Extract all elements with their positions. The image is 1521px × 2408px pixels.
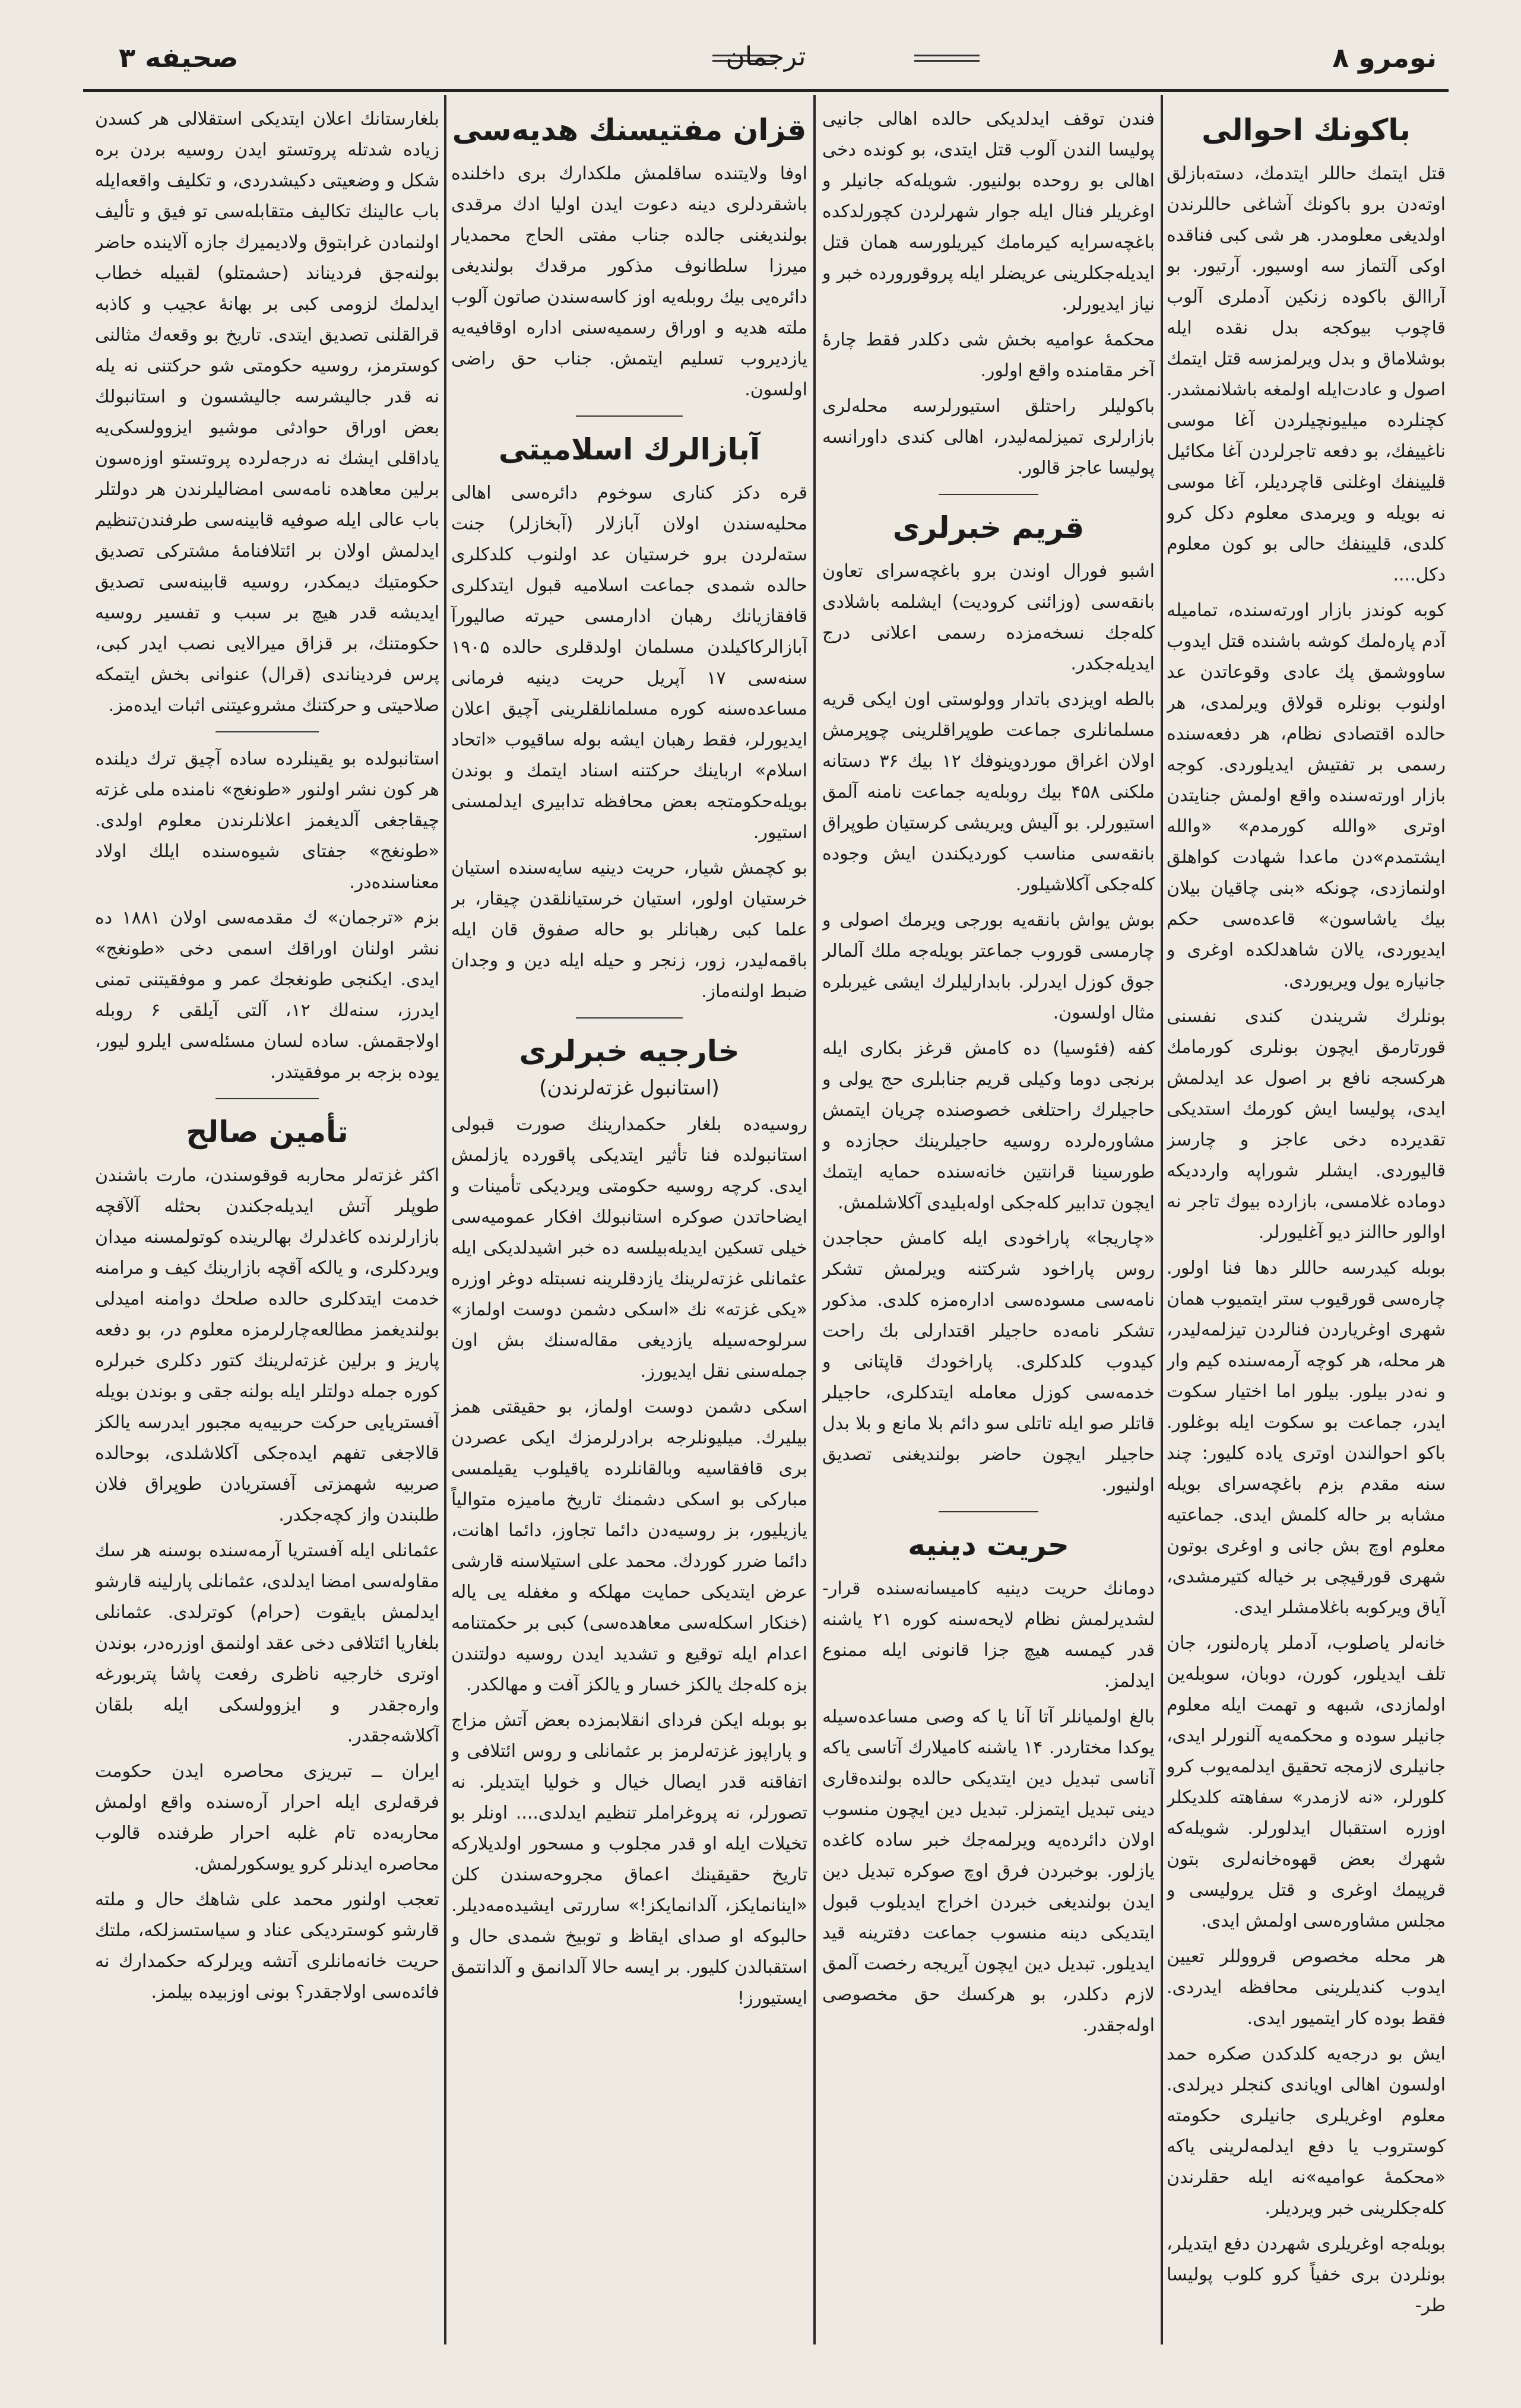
article-paragraph: استانبولده بو یقینلرده ساده آچیق ترك دیلنده هر کون نشر اولنور «طونغج» نامنده ملی غزته چیقاجغی آلدیغمز اعلانلرندن معلوم اولدی. «طونغج» جفتای شیوه‌سنده ایلك اولاد معناسنده‌در. bbox=[95, 748, 439, 893]
article-paragraph: تعجب اولنور محمد علی شاهك حال و ملته قارشو کوستردیکی عناد و سیاستسزلکه، ملتك حریت خانه‌مانلری آتشه ویرلرکه حکمدارك نه فائده‌سی اولاجقدر؟ بونی اوزبیده بیلمز. bbox=[95, 1889, 439, 2003]
article-paragraph: بوش یواش بانقه‌یه بورجی ویرمك اصولی و چارمسی قوروب جماعتر بو‌یله‌جه ملك آلمالر جوق کوزل ایدرلر. بابدارلیلرك ایشی غیربلره مثال اولسون. bbox=[822, 910, 1155, 1023]
page-header bbox=[83, 42, 1449, 92]
column-rule bbox=[444, 95, 446, 2344]
column-kazan bbox=[451, 104, 807, 2342]
article-heading-crimea: قریم خبرلری bbox=[892, 510, 1085, 545]
article-heading-peace: تأمین صالح bbox=[186, 1115, 348, 1149]
article-paragraph: دومانك حریت دینیه کامیسانه‌سنده قرار-لشدیرلمش نظام لایحه‌سنه کوره ۲۱ یاشنه قدر کیمسه هیچ جزا قانونی ایله ممنوع ایدلمز. bbox=[822, 1578, 1155, 1692]
article-paragraph: باکولیلر راحتلق استیورلرسه محله‌لری بازارلری تمیزلمه‌لیدر، اهالی کندی داورانسه پولیسا عاجز قالور. bbox=[822, 396, 1155, 478]
article-paragraph: بو بوبله ایکن فردای انقلابمزده بعض آتش مزاج و پاراپوز غزته‌لرمز بر عثمانلی و روس ائتلافی و اتفاقنه قدر ایصال خیال و خولیا ایتدیلر. نه تصورلر، نه پروغراملر تنظیم ایدلدی.... اونلر بو تخیلات ایله او قدر مجلوب و مسحور اولدیلارکه تاریخ حقیقینك اعماق مجروحه‌سندن کلن «اینانمایکز، آلدانمایکز!» ساررتی ایشیده‌مه‌دیلر. حالبوکه او صدای ایقاظ و توبیخ شمدی حال و استقبالدن کلیور. بر ایسه حالا آلدانمق و آلدانتمق ایستیورز! bbox=[451, 1710, 807, 2009]
newspaper-title: ترجمان bbox=[725, 42, 806, 72]
article-paragraph: کوبه کوندز بازار اورته‌سنده، تمامیله آدم پاره‌لمك کوشه باشنده قتل ایدوب ساووشمق پك عادی وقوعاتدن عد اولنوب بونلره قولاق ویرلمدی، هر حالده اقتصادی نظام، هر دفعه‌سنده رسمی بر تفتیش ایدیلوردی. کوجه بازار اورته‌سنده واقع اولمش جنایتدن اوتری «والله کورمدم» «والله ایشتمدم»دن ماعدا شهادت کواهلق اولنمازدی، چونکه «بنی چاقیان بیلان بیك یاشاسون» قاعده‌سی حکم ایدیوردی، یالان شاهدلکده اوغری و جانیاره یول ویریوردی. bbox=[1167, 600, 1446, 991]
article-subheading-istanbul: (استانبول غزته‌لرندن) bbox=[539, 1076, 720, 1100]
article-paragraph: بو کچمش شیار، حریت دینیه سایه‌سنده استیان خرستیان اولور، استیان خرستیانلقدن چیقار، بر علما کبی رهبانلر بو حاله صفوق قان ایله باقمه‌لیدر، زور، زنجر و حیله ایله دین و وجدان ضبط اولنه‌ماز. bbox=[451, 858, 807, 1002]
column-rule bbox=[1161, 95, 1163, 2344]
section-divider bbox=[95, 726, 439, 739]
section-divider bbox=[95, 1093, 439, 1106]
article-paragraph: اشبو فورال اوندن برو باغچه‌سرای تعاون بانقه‌سی (وزائنی کرودیت) ایشلمه باشلادی کله‌جك نسخه‌مزده رسمی اعلانی درج ایدیله‌جکدر. bbox=[822, 561, 1155, 674]
title-ornament-right bbox=[914, 55, 980, 62]
column-crimea bbox=[822, 104, 1155, 2342]
article-paragraph: بوبله کیدرسه حاللر دها فنا اولور. چاره‌سی قورقیوب ستر ایتمیوب همان شهری اوغریاردن فنالردن تیزلمه‌لیدر، هر محله، هر کوچه آرمه‌سنده کیم وار و نه‌در بیلور. بیلور اما اختیار سکوت ایدر، جماعت بو سکوت ایله بوغلور. باکو احوالندن اوتری یاده کلیور: چند سنه مقدم بزم باغچه‌سرای بویله مشابه بر حاله کلمش ایدی. جماعتیه معلوم اوچ بش جانی و اوغری بوتون شهری قورقیچی بر خیاله کتیرمشدی، آیاق ویرکوبه باغلامشلر ایدی. bbox=[1167, 1258, 1446, 1618]
section-divider bbox=[451, 410, 807, 423]
article-paragraph: بوبله‌جه اوغریلری شهردن دفع ایتدیلر، بونلردن بری خفیاً کرو کلوب پولیسا طر- bbox=[1167, 2233, 1446, 2316]
article-paragraph: ایش بو درجه‌یه کلدکدن صکره حمد اولسون اهالی اویاندی کنجلر دیرلدی. معلوم اوغریلری جانیلری حکومته کوستروب یا دفع ایدلمه‌لرینی یاکه «محکمهٔ عوامیه»نه ایله حقلرندن کله‌جکلرینی خبر ویردیلر. bbox=[1167, 2044, 1446, 2219]
article-paragraph: محکمهٔ عوامیه بخش شی دکلدر فقط چارهٔ آخر مقامنده واقع اولور. bbox=[822, 329, 1155, 381]
article-paragraph: «چاریجا» پاراخودی ایله کامش حجاجدن روس پاراخود شرکتنه ویرلمش تشکر نامه‌سی مسوده‌سی اداره‌مزه کلدی. مذکور تشکر نامه‌ده حاجیلر اقتدارلی بك راحت کیدوب کلدکلری. پاراخودك قاپتانی و خدمه‌سی کوزل معامله ایتدکلری، حاجیلر قاتلر صو ایله تاتلی سو دائم بلا مانع و بلا بدل حاجیلر ایچون حاضر بولندیغنی تصدیق اولنیور. bbox=[822, 1228, 1155, 1496]
article-heading-kazan-mufti: قزان مفتیسنك هدیه‌سی bbox=[452, 113, 807, 147]
article-paragraph: بزم «ترجمان» ك مقدمه‌سی اولان ۱۸۸۱ ده نشر اولنان اوراقك اسمی دخی «طونغج» ایدی. ایکنجی طونغجك عمر و موفقیتنی تمنی ایدرز، سنه‌لك ۱۲، آلتی آیلقی ۶ روبله اولاجقمش. ساده لسان مسئله‌سی ایلرو لیور، یوده بزجه بر موفقیتدر. bbox=[95, 908, 439, 1083]
article-paragraph: فندن توقف ایدلدیکی حالده اهالی جانیی پولیسا الندن آلوب قتل ایتدی، بو کونده دخی اهالی بو روحده بولنیور. شویله‌که جانیلر و اوغریلر فنال ایله جوار شهرلردن کچورلدکده باغچه‌سرایه کیرمامك کیریلورسه همان قتل ایدیله‌جکلرینی عریضلر ایله پروقورورده خبر و نیاز ایدیورلر. bbox=[822, 109, 1155, 315]
section-divider bbox=[451, 1012, 807, 1025]
column-baku bbox=[1167, 104, 1446, 2342]
article-paragraph: قتل ایتمك حاللر ایتدمك، دسته‌بازلق اوته‌دن برو باکونك آشاغی حاللرندن اولدیغی معلومدر. هر شی کبی فناقده اوکی آلتماز سه اوسیور. آرتیور. بو آراالق باکوده زنکین آدملری آلوب قاچوب بیوکجه بدل نقده ایله بوشلاماق و بدل ویرلمزسه قتل ایتمك اصول و عادت‌ایله اولمغه باشلانمشدر. کچنلرده میلیونچیلردن آغا موسی ناغییفك، بو دفعه تاجرلردن آغا مکائیل قلیینفك اوغلنی قاچردیلر، آغا موسی نه بویله و ویرمدی معلوم دکل کرو کلدی، قلیینفك حالی بو کون معلوم دکل.... bbox=[1167, 163, 1446, 585]
article-paragraph: ایران ــ تبریزی محاصره ایدن حکومت فرقه‌لری ایله احرار آره‌سنده واقع اولمش محاربه‌ده تام غلبه احرار طرفنده قالوب محاصره ایدنلر کرو یوسکورلمش. bbox=[95, 1761, 439, 1874]
article-paragraph: بلغارستانك اعلان ایتدیکی استقلالی هر کسدن زیاده شدتله پروتستو ایدن روسیه بردن بره شکل و وضعیتی دکیشدردی، و تکلیف واقعه‌ایله باب عالینك تکالیف متقابله‌سی تو فیق و تألیف اولنمادن غرابتوق ولادیمیرك جازه آلاینده حاضر بولنه‌جق فردیناند (حشمتلو) لقبیله خطاب ایدلمك لزومی کبی بر بهانهٔ عجیب و کاذبه قرالقلنی تصدیق ایتدی. تاریخ بو وقعه‌ك مثالنی کوسترمز، روسیه حکومتی شو حرکتنی نه یله نه قدر جالیشرسه جالیشسون و استانبولك بعض اوراق حوادثی موشیو ایزوولسکی‌یه یاداقلی ایشك نه درجه‌لرده پروتستو اوزه‌سون برلین معاهده نامه‌سی امضالیلرندن هر دولتلر باب عالی ایله صوفیه قابینه‌سی طرفندن‌تنظیم ایدلمش اولان بر ائتلافنامهٔ مشترکی تصدیق حکومتیك دیمکدر، روسیه قابینه‌سی تصدیق ایدیشه قدر هیچ بر سبب و تفسیر روسیه حکومتنك، بر قزاق میرالایی نصب ایدر کبی، پرس فردیناندی (قرال) عنوانی بخش ایتمکه صلاحیتی و حرکتنك مشروعیتنی اثبات ایده‌مز. bbox=[95, 109, 439, 716]
article-heading-foreign-news: خارجیه خبرلری bbox=[519, 1034, 740, 1068]
article-paragraph: بالغ اولمیانلر آتا آنا یا که وصی مساعده‌سیله یوکدا مختاردر. ۱۴ یاشنه کامیلارك آتاسی یاکه آناسی تبدیل دین ایتدیکی حالده بولنده‌قاری دینی تبدیل ایتمزلر. تبدیل دین ایچون منسوب اولان دائرده‌یه ویرلمه‌جك خبر ساده کاغده یازلور. بوخبردن فرق اوچ صوکره تبدیل دین ایدن بولندیغی خبردن اخراج ایدیلوب قبول ایتدیکی دینه منسوب جماعت دفترینه قید ایدیلور. تبدیل دین ایچون آیریجه رخصت آلمق لازم دکلدر، بو هرکسك حق مخصوصی اوله‌جقدر. bbox=[822, 1706, 1155, 2036]
column-rule bbox=[813, 95, 816, 2344]
article-paragraph: قره دکز کناری سوخوم دائره‌سی اهالی محلیه‌سندن اولان آبازلار (آبخازلر) جنت سته‌لردن برو خرستیان عد اولنوب کلدکلری حالده شمدی جماعت اسلامیه قبول ایتدکلری قافقازیانك رهبان ادارمسی حیرته صالیورآ آبازالرکاکیلدن مسلمان اولدقلری حالده ۱۹۰۵ سنه‌سی ۱۷ آپریل حریت دینیه فرمانی مساعده‌سنه کوره مسلمانلقلرینی آچیق اعلان ایدیورلر، فقط رهبان ایشه بوله ساقیوب «اتحاد اسلام» ارباینك حرکتنه اسناد ایتمك و بوندن بویله‌حکومتجه بعض محافظه تدابیری ایدلمسنی استیور. bbox=[451, 483, 807, 843]
article-paragraph: کفه (فئوسیا) ده کامش قرغز بکاری ایله برنجی دوما وکیلی قریم جنابلری حج یولی و حاجیلرك راحتلغی خصوصنده چریان ایتمش مشاوره‌لرده روسیه حاجیلرینك حجازده و طورسینا قرانتین خانه‌سنده حمایه ایتمك ایچون تدابیر کله‌جکی اوله‌بلیدی آکلاشلمش. bbox=[822, 1038, 1155, 1213]
article-paragraph: هر محله مخصوص قرووللر تعیین ایدوب کندیلرینی محافظه ایدردی. فقط بوده کار ایتمیور ایدی. bbox=[1167, 1946, 1446, 2029]
section-divider bbox=[822, 1506, 1155, 1519]
article-paragraph: روسیه‌ده بلغار حکمدارینك صورت قبولی استانبولده فنا تأثیر ایتدیکی پاقورده یازلمش ایدی. کرچه روسیه حکومتی ویردیکی تأمینات و ایضاحاتدن صوکره استانبولك افکار عمومیه‌سی خیلی تسکین ایدیله‌بیلسه ده خبر اشیدلدیکی ایله عثمانلی غزته‌لرینك یازدقلرینه نسبتله دوغر اوزره «یکی غزته» نك «اسکی دشمن دوست اولماز» سرلوحه‌سیله یازدیغی مقاله‌سنك بش اون جمله‌سنی نقل ایدیورز. bbox=[451, 1114, 807, 1382]
column-bulgaria bbox=[95, 104, 439, 2342]
issue-number: نومرو ۸ bbox=[1332, 42, 1437, 74]
article-paragraph: بالطه اویزدی باتدار وولوستی اون ایکی قریه مسلمانلری جماعت طوپراقلرینی چوپرمش اولان اغراق موردوینوفك ۱۲ بیك ۳۶ دستانه ملکنی ۴۵۸ بیك روبله‌یه جماعت نامنه آلمق استیورلر. بو آلیش ویریشی کرستیان طوپراق بانقه‌سی مناسب کوردیکندن ایش وجوده کله‌جکی آکلاشیلور. bbox=[822, 689, 1155, 895]
section-divider bbox=[822, 488, 1155, 502]
article-paragraph: خانه‌لر یاصلوب، آدملر پاره‌لنور، جان تلف ایدیلور، کورن، دوبان، سوبله‌ین اولمازدی، شبهه و تهمت ایله معلوم جانیلر سوده و محکمه‌یه آلنورلر ایدی، جانیلری لازمجه تحقیق ایدلمه‌یوب کرو کلورلر، «نه لازمدر» سفاهته کلدیکلر اوزره استقبال ایدلورلر. شویله‌که شهرك بعض قهوه‌خانه‌لری بتون قرپیمك اوغری و قتل یرولیسی و مجلس مشاوره‌سی اولمش ایدی. bbox=[1167, 1633, 1446, 1931]
article-paragraph: اکثر غزته‌لر محاربه قوقوسندن، مارت باشندن طوپلر آتش ایدیله‌جکندن بحثله آلآقچه بازارلرنده کاغدلرك بهالرینده کوتولمسنه میدان ویردکلری، و یالکه آقچه بازارینك کیف و مرامنه خدمت ایتدکلری حالده صلحك دوامنه امیدلی بولندیغمز مطالعه‌چارلرمزه معلوم در، بو دفعه پاریز و برلین غزته‌لرینك کتور دکلری خبرلره کوره جمله دولتلر ایله بولنه جقی و بوندن بویله آفستریایی حرکت حربیه‌یه مجبور ایدرسه یالکز قالاجغی تفهم ایده‌جکی آکلاشلدی، بوحالده صربیه شهمزتی آفستریادن طوپراق فلان طلبندن واز کچه‌جکدر. bbox=[95, 1165, 439, 1525]
page-number: صحیفه ۳ bbox=[119, 42, 239, 74]
article-paragraph: اسکی دشمن دوست اولماز، بو حقیقتی همز بیلیرك. میلیونلرجه برادرلرمزك ایکی عصردن بری قافقاسیه وبالقانلرده یاقیلوب یقیلمسی مبارکی بو اسکی دشمنك تاریخ مامیزه متوالیاً یازیلیور، بز روسیه‌دن دائما تجاوز، دائما اهانت، دائما ضرر کوردك. محمد علی استیلاسنه قارشی عرض ایتدیکی حمایت مهلکه و مغفله یی یاله (خنکار اسکله‌سی معاهده‌سی) کبی بر حکمتنامه اعدام ایله توقیع و تشدید ایدن روسیه دولتندن بزه کله‌جك یالکز خسار و یالکز آفت و مهالکدر. bbox=[451, 1397, 807, 1695]
article-paragraph: عثمانلی ایله آفستریا آرمه‌سنده بوسنه هر سك مقاوله‌سی امضا ایدلدی، عثمانلی پارلینه قارشو ایدلمش بایقوت (حرام) کوترلدی. عثمانلی بلغاریا ائتلافی دخی عقد اولنمق اوزره‌در، بوندن اوتری خارجیه ناظری رفعت پاشا پتربورغه واره‌جقدر و ایزوولسکی ایله بلقان آکلاشه‌جقدر. bbox=[95, 1540, 439, 1746]
article-paragraph: بونلرك شریندن کندی نفسنی قورتارمق ایچون بونلری کورمامك هرکسجه نافع بر اصول عد ایدلمش ایدی، پولیسا ایش کورمك استدیکی تقدیرده دخی عاجز و چارسز قالیوردی. ایشلر شوراپه وارددیکه دوماده غلامسی، بازارده بیوك تاجر نه اوالور حاالنز دیو آغلیورلر. bbox=[1167, 1006, 1446, 1243]
article-heading-baku: باکونك احوالی bbox=[1202, 113, 1411, 147]
article-paragraph: اوفا ولایتنده ساقلمش ملکدارك بری داخلنده باشقردلری دینه دعوت ایدن اولیا ادك مرقدی بولندیغنی جالده جناب مفتی الحاج محمدیار میرزا سلطانوف مذکور مرقدك بولندیغی دائره‌یی بیك روبله‌یه اوز کاسه‌سندن صاتون آلوب ملته هدیه و اوراق رسمیه‌سنی اداره اوقافیه‌یه یازدیروب تسلیم ایتمش. جناب حق راضی اولسون. bbox=[451, 163, 807, 400]
article-heading-religious-freedom: حریت دینیه bbox=[908, 1528, 1069, 1562]
article-heading-abaza: آبازالرك اسلامیتی bbox=[498, 432, 760, 467]
